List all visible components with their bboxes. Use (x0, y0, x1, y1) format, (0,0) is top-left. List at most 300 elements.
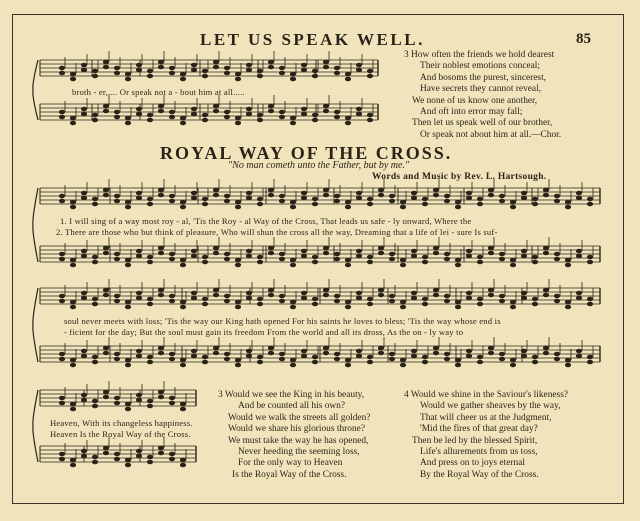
note-head (81, 196, 87, 201)
note-head (455, 258, 461, 263)
note-head (180, 407, 186, 412)
note-head (356, 249, 362, 254)
note-head (136, 63, 142, 68)
note-head (158, 351, 164, 356)
note-head (92, 455, 98, 460)
note-head (59, 401, 65, 406)
note-head (433, 346, 439, 351)
hymn1-lyric-line: broth - er,.... Or speak not a - bout him at all..... (72, 87, 245, 97)
note-head (290, 116, 296, 121)
note-head (180, 77, 186, 82)
system-brace (33, 188, 38, 262)
note-head (356, 63, 362, 68)
verse-line: Would we share his glorious throne? (228, 424, 365, 435)
hymn1-title: LET US SPEAK WELL. (200, 30, 425, 49)
note-head (587, 255, 593, 260)
note-head (202, 260, 208, 265)
note-head (279, 252, 285, 257)
note-head (125, 300, 131, 305)
note-head (576, 191, 582, 196)
note-head (345, 72, 351, 77)
note-head (114, 194, 120, 199)
note-head (345, 77, 351, 82)
note-head (180, 358, 186, 363)
verse-line: We must take the way he has opened, (228, 435, 369, 446)
note-head (158, 446, 164, 451)
note-head (587, 260, 593, 265)
note-head (532, 202, 538, 207)
note-head (378, 288, 384, 293)
note-head (191, 296, 197, 301)
note-head (521, 291, 527, 296)
note-head (444, 352, 450, 357)
note-head (554, 194, 560, 199)
note-head (576, 196, 582, 201)
note-head (92, 113, 98, 118)
note-head (180, 363, 186, 368)
note-head (202, 118, 208, 123)
note-head (158, 109, 164, 114)
verse-line: Then let us speak well of our brother, (412, 118, 553, 129)
note-head (70, 72, 76, 77)
note-head (521, 191, 527, 196)
system3-verse2: Heaven Is the Royal Way of the Cross. (50, 429, 191, 439)
note-head (59, 457, 65, 462)
note-head (477, 360, 483, 365)
note-head (532, 302, 538, 307)
note-head (136, 196, 142, 201)
note-head (290, 72, 296, 77)
note-head (345, 116, 351, 121)
note-head (202, 113, 208, 118)
note-head (301, 107, 307, 112)
note-head (532, 197, 538, 202)
note-head (422, 302, 428, 307)
note-head (257, 118, 263, 123)
note-head (356, 254, 362, 259)
note-head (554, 357, 560, 362)
note-head (323, 251, 329, 256)
note-head (554, 352, 560, 357)
note-head (202, 202, 208, 207)
note-head (455, 358, 461, 363)
note-head (246, 296, 252, 301)
note-head (103, 395, 109, 400)
verse-line: Would we gather sheaves by the way, (420, 401, 561, 412)
note-head (345, 205, 351, 210)
note-head (169, 452, 175, 457)
note-head (268, 251, 274, 256)
note-head (378, 251, 384, 256)
note-head (301, 249, 307, 254)
note-head (125, 116, 131, 121)
note-head (246, 107, 252, 112)
note-head (147, 202, 153, 207)
note-head (103, 246, 109, 251)
note-head (290, 363, 296, 368)
note-head (356, 112, 362, 117)
system2-verse1: soul never meets with loss; 'Tis the way our King hath opened For his saints he loves to bless; 'Tis the way whose end is (64, 316, 501, 326)
note-head (433, 351, 439, 356)
note-head (191, 191, 197, 196)
note-head (422, 260, 428, 265)
note-head (257, 360, 263, 365)
note-head (224, 294, 230, 299)
note-head (268, 293, 274, 298)
verse-line: 4 Would we shine in the Saviour's likeness? (404, 390, 569, 400)
note-head (235, 200, 241, 205)
note-head (323, 246, 329, 251)
note-head (301, 296, 307, 301)
note-head (587, 202, 593, 207)
note-head (202, 302, 208, 307)
note-head (543, 293, 549, 298)
note-head (92, 399, 98, 404)
note-head (224, 66, 230, 71)
note-head (70, 116, 76, 121)
note-head (114, 396, 120, 401)
note-head (169, 115, 175, 120)
note-head (378, 293, 384, 298)
note-head (191, 112, 197, 117)
note-head (202, 255, 208, 260)
note-head (114, 299, 120, 304)
note-head (367, 74, 373, 79)
note-head (224, 115, 230, 120)
note-head (136, 249, 142, 254)
note-head (257, 297, 263, 302)
note-head (147, 255, 153, 260)
note-head (334, 352, 340, 357)
note-head (345, 363, 351, 368)
note-head (169, 66, 175, 71)
note-head (125, 205, 131, 210)
note-head (125, 363, 131, 368)
note-head (191, 107, 197, 112)
note-head (147, 74, 153, 79)
note-head (444, 257, 450, 262)
note-head (81, 449, 87, 454)
note-head (136, 454, 142, 459)
verse-line: Would we walk the streets all golden? (228, 412, 371, 423)
note-head (125, 358, 131, 363)
note-head (268, 65, 274, 70)
note-head (301, 63, 307, 68)
note-head (70, 300, 76, 305)
note-head (378, 351, 384, 356)
note-head (323, 293, 329, 298)
note-head (235, 363, 241, 368)
note-head (411, 349, 417, 354)
note-head (213, 65, 219, 70)
note-head (499, 352, 505, 357)
note-head (367, 255, 373, 260)
note-head (70, 305, 76, 310)
note-head (235, 72, 241, 77)
note-head (147, 260, 153, 265)
note-head (587, 355, 593, 360)
note-head (81, 254, 87, 259)
note-head (268, 60, 274, 65)
note-head (81, 454, 87, 459)
note-head (246, 196, 252, 201)
note-head (125, 200, 131, 205)
note-head (235, 300, 241, 305)
note-head (279, 257, 285, 262)
note-head (389, 299, 395, 304)
note-head (268, 193, 274, 198)
note-head (433, 288, 439, 293)
note-head (279, 199, 285, 204)
note-head (147, 118, 153, 123)
note-head (202, 360, 208, 365)
note-head (235, 263, 241, 268)
note-head (235, 205, 241, 210)
note-head (114, 452, 120, 457)
note-head (235, 305, 241, 310)
note-head (411, 191, 417, 196)
note-head (125, 463, 131, 468)
note-head (158, 65, 164, 70)
note-head (257, 197, 263, 202)
note-head (422, 197, 428, 202)
note-head (433, 193, 439, 198)
note-head (345, 263, 351, 268)
note-head (565, 305, 571, 310)
note-head (279, 115, 285, 120)
note-head (147, 69, 153, 74)
note-head (103, 104, 109, 109)
note-head (543, 188, 549, 193)
note-head (345, 121, 351, 126)
note-head (565, 363, 571, 368)
note-head (301, 196, 307, 201)
note-head (125, 458, 131, 463)
note-head (323, 188, 329, 193)
note-head (158, 246, 164, 251)
note-head (180, 200, 186, 205)
note-head (59, 66, 65, 71)
hymn2-subtitle: "No man cometh unto the Father, but by me." (228, 160, 410, 171)
note-head (312, 302, 318, 307)
note-head (477, 260, 483, 265)
note-head (323, 60, 329, 65)
note-head (158, 188, 164, 193)
note-head (257, 355, 263, 360)
note-head (246, 354, 252, 359)
note-head (510, 358, 516, 363)
note-head (312, 197, 318, 202)
note-head (191, 249, 197, 254)
note-head (499, 294, 505, 299)
note-head (499, 199, 505, 204)
note-head (81, 112, 87, 117)
note-head (301, 254, 307, 259)
system1-verse1: 1. I will sing of a way most roy - al, 'Tis the Roy - al Way of the Cross, That leads us safe - ly onward, Where the (60, 216, 472, 226)
note-head (180, 263, 186, 268)
note-head (59, 110, 65, 115)
note-head (554, 199, 560, 204)
note-head (455, 363, 461, 368)
note-head (224, 199, 230, 204)
note-head (411, 254, 417, 259)
note-head (301, 112, 307, 117)
note-head (70, 358, 76, 363)
note-head (169, 401, 175, 406)
note-head (334, 252, 340, 257)
note-head (543, 288, 549, 293)
note-head (444, 194, 450, 199)
note-head (279, 294, 285, 299)
note-head (279, 110, 285, 115)
note-head (510, 300, 516, 305)
verse-line: By the Royal Way of the Cross. (420, 469, 539, 480)
note-head (136, 393, 142, 398)
note-head (521, 249, 527, 254)
note-head (411, 354, 417, 359)
note-head (323, 104, 329, 109)
note-head (92, 260, 98, 265)
note-head (81, 191, 87, 196)
note-head (499, 194, 505, 199)
note-head (202, 355, 208, 360)
note-head (103, 288, 109, 293)
note-head (224, 71, 230, 76)
note-head (433, 293, 439, 298)
note-head (411, 196, 417, 201)
note-head (279, 71, 285, 76)
note-head (290, 305, 296, 310)
note-head (213, 188, 219, 193)
note-head (367, 302, 373, 307)
note-head (224, 257, 230, 262)
note-head (455, 263, 461, 268)
note-head (125, 263, 131, 268)
note-head (224, 299, 230, 304)
note-head (290, 263, 296, 268)
note-head (136, 254, 142, 259)
note-head (576, 349, 582, 354)
note-head (389, 294, 395, 299)
note-head (158, 104, 164, 109)
verse-line: We none of us know one another, (412, 95, 538, 106)
note-head (202, 197, 208, 202)
note-head (279, 299, 285, 304)
note-head (345, 305, 351, 310)
note-head (576, 296, 582, 301)
note-head (455, 305, 461, 310)
note-head (543, 351, 549, 356)
note-head (147, 404, 153, 409)
note-head (70, 205, 76, 210)
note-head (202, 74, 208, 79)
note-head (268, 109, 274, 114)
note-head (422, 355, 428, 360)
note-head (279, 352, 285, 357)
note-head (400, 358, 406, 363)
note-head (213, 246, 219, 251)
note-head (400, 305, 406, 310)
note-head (488, 351, 494, 356)
note-head (202, 69, 208, 74)
note-head (92, 118, 98, 123)
note-head (367, 260, 373, 265)
note-head (92, 302, 98, 307)
note-head (323, 351, 329, 356)
note-head (191, 254, 197, 259)
verse-line: For the only way to Heaven (238, 458, 343, 469)
note-head (191, 354, 197, 359)
note-head (367, 118, 373, 123)
note-head (59, 294, 65, 299)
note-head (477, 355, 483, 360)
note-head (334, 257, 340, 262)
note-head (213, 60, 219, 65)
note-head (367, 360, 373, 365)
note-head (169, 194, 175, 199)
note-head (268, 351, 274, 356)
note-head (378, 346, 384, 351)
note-head (191, 349, 197, 354)
verse-line: Never heeding the seeming loss, (238, 447, 360, 458)
note-head (224, 252, 230, 257)
note-head (81, 63, 87, 68)
note-head (334, 357, 340, 362)
note-head (312, 118, 318, 123)
note-head (103, 193, 109, 198)
note-head (532, 355, 538, 360)
note-head (290, 77, 296, 82)
note-head (356, 107, 362, 112)
note-head (576, 291, 582, 296)
note-head (103, 346, 109, 351)
note-head (136, 191, 142, 196)
note-head (246, 254, 252, 259)
note-head (565, 358, 571, 363)
note-head (257, 113, 263, 118)
note-head (147, 399, 153, 404)
note-head (92, 360, 98, 365)
note-head (290, 358, 296, 363)
note-head (147, 302, 153, 307)
note-head (268, 246, 274, 251)
note-head (81, 249, 87, 254)
note-head (532, 255, 538, 260)
note-head (543, 251, 549, 256)
note-head (554, 299, 560, 304)
note-head (510, 205, 516, 210)
note-head (510, 263, 516, 268)
note-head (466, 249, 472, 254)
note-head (235, 358, 241, 363)
note-head (444, 357, 450, 362)
note-head (92, 297, 98, 302)
note-head (191, 291, 197, 296)
note-head (499, 357, 505, 362)
note-head (180, 205, 186, 210)
note-head (81, 68, 87, 73)
note-head (301, 68, 307, 73)
note-head (400, 205, 406, 210)
note-head (499, 299, 505, 304)
note-head (279, 194, 285, 199)
note-head (587, 360, 593, 365)
note-head (565, 205, 571, 210)
note-head (367, 297, 373, 302)
verse-line: 3 How often the friends we hold dearest (404, 50, 555, 60)
note-head (510, 305, 516, 310)
note-head (532, 360, 538, 365)
